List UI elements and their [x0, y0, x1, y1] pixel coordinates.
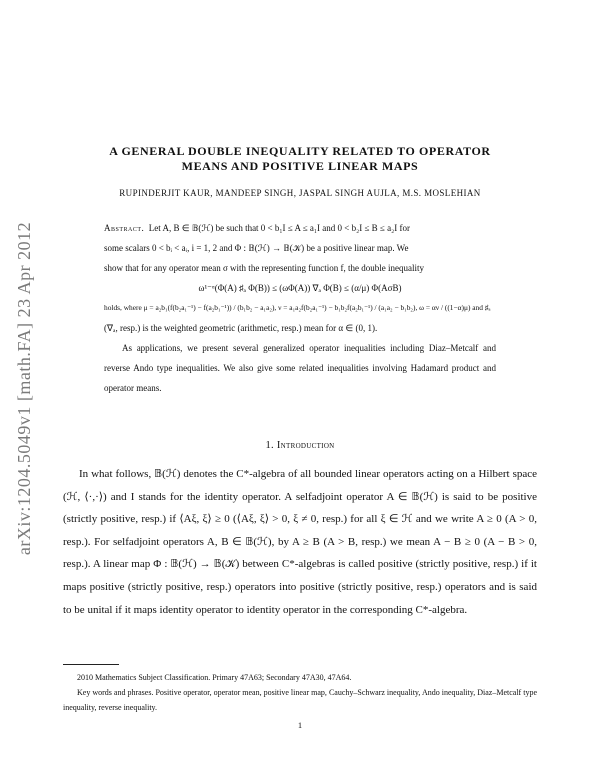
abstract-line-4: holds, where μ = a₂b₁(f(b₂a₁⁻¹) − f(a₂b₁⁻¹)) / (b₁b₂ − a₁a₂), ν = a₁a₂f(b₂a₁⁻¹) − b₁b₂f(a₂b₁⁻¹) / (a₁a₂ − b₁b₂), ω = αν / ((1−α)μ) and ♯ₐ	[104, 303, 491, 312]
section-heading-introduction	[0, 440, 600, 451]
footnote-divider	[63, 664, 119, 665]
footnotes	[63, 670, 537, 715]
abstract-line-5: (∇ₐ, resp.) is the weighted geometric (arithmetic, resp.) mean for α ∈ (0, 1).	[104, 323, 378, 333]
arxiv-id-text: arXiv:1204.5049v1 [math.FA] 23 Apr 2012	[14, 221, 35, 555]
arxiv-identifier-stamp	[5, 178, 45, 598]
abstract-line-3: show that for any operator mean σ with the representing function f, the double inequality	[104, 263, 425, 273]
title-line-2: MEANS AND POSITIVE LINEAR MAPS	[181, 159, 419, 173]
section-number: 1.	[265, 440, 274, 451]
abstract-line-1	[104, 218, 496, 238]
paper-title	[80, 144, 520, 174]
abstract	[104, 218, 496, 398]
introduction-body	[63, 463, 537, 621]
footnote-msc: 2010 Mathematics Subject Classification. Primary 47A63; Secondary 47A30, 47A64.	[77, 673, 352, 682]
footnote-keywords: Key words and phrases. Positive operator, operator mean, positive linear map, Cauchy–Schwarz inequality, Ando inequality, Diaz–Metcalf type inequality, reverse inequality.	[63, 688, 537, 712]
abstract-paragraph-2: As applications, we present several generalized operator inequalities including Diaz–Metcalf and reverse Ando type inequalities. We also give some related inequalities involving Hadamard product and operator means.	[104, 343, 496, 393]
author-list: RUPINDERJIT KAUR, MANDEEP SINGH, JASPAL SINGH AUJLA, M.S. MOSLEHIAN	[119, 188, 481, 198]
title-line-1: A GENERAL DOUBLE INEQUALITY RELATED TO OPERATOR	[109, 144, 491, 158]
abstract-heading: Abstract.	[104, 223, 145, 233]
page-number: 1	[297, 720, 303, 730]
abstract-line-1-text: Let A, B ∈ 𝔹(ℋ) be such that 0 < b₁I ≤ A ≤ a₁I and 0 < b₂I ≤ B ≤ a₂I for	[148, 223, 410, 233]
abstract-equation: ω¹⁻ᵅ(Φ(A) ♯ₐ Φ(B)) ≤ (ωΦ(A)) ∇ₐ Φ(B) ≤ (α/μ) Φ(AσB)	[198, 283, 402, 293]
section-title: Introduction	[276, 440, 335, 451]
introduction-paragraph: In what follows, 𝔹(ℋ) denotes the C*-algebra of all bounded linear operators acting on a Hilbert space (ℋ, ⟨·,·⟩) and I stands for the identity operator. A selfadjoint operator A ∈ 𝔹(ℋ) is said to be positive (strictly positive, resp.) if ⟨Aξ, ξ⟩ ≥ 0 (⟨Aξ, ξ⟩ > 0, ξ ≠ 0, resp.) for all ξ ∈ ℋ and we write A ≥ 0 (A > 0, resp.). For selfadjoint operators A, B ∈ 𝔹(ℋ), by A ≥ B (A > B, resp.) we mean A − B ≥ 0 (A − B > 0, resp.). A linear map Φ : 𝔹(ℋ) → 𝔹(𝒦) between C*-algebras is called positive (strictly positive, resp.) if it maps positive (strictly positive, resp.) operators into positive (strictly positive, resp.) operators and is said to be unital if it maps identity operator to identity operator in the corresponding C*-algebra.	[63, 468, 537, 616]
abstract-line-2: some scalars 0 < bᵢ < aᵢ, i = 1, 2 and Φ : 𝔹(ℋ) → 𝔹(𝒦) be a positive linear map. We	[104, 243, 409, 253]
